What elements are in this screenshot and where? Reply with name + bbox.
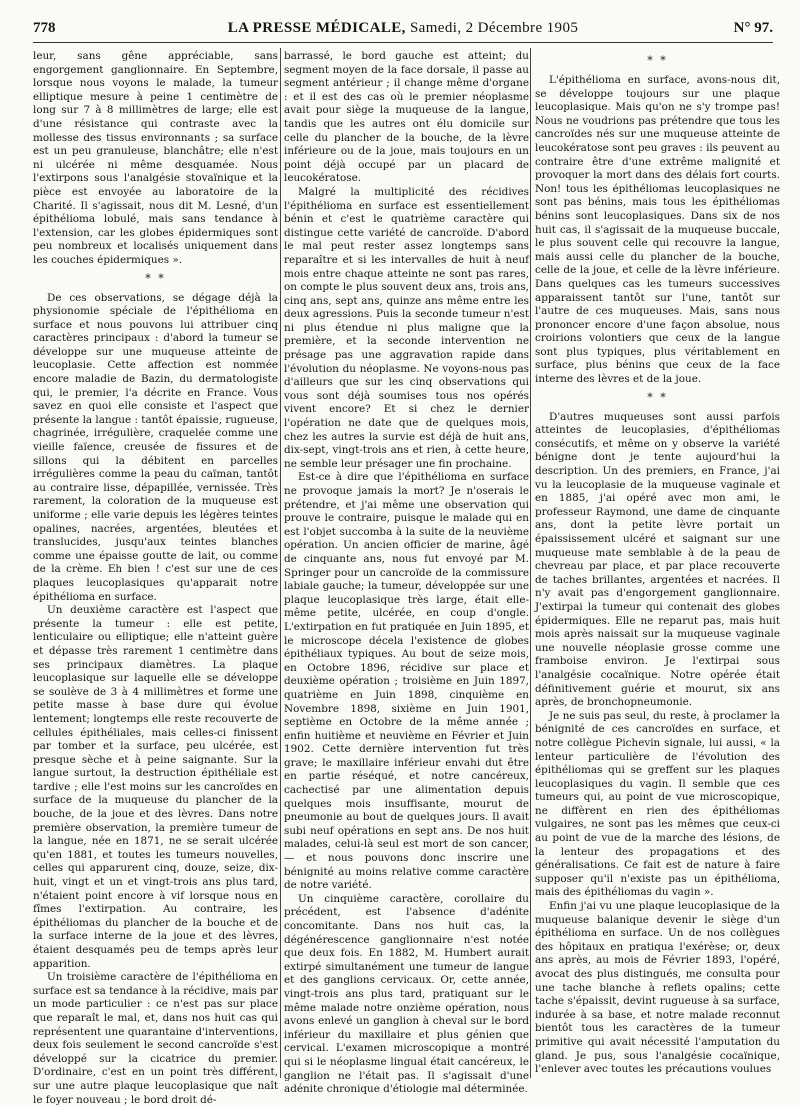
section-separator: * * [647, 390, 668, 404]
paragraph: Enfin j'ai vu une plaque leucoplasique de la muqueuse balanique devenir le siège d'un épithélioma en surface. Un de nos collègues des hôpitaux en pratiqua l'exérèse; or, deux ans après, au mois de Février 1893, l'opéré, avocat des plus distingués, me consulta pour une tache blanche à reflets opalins; cette tache s'épaissit, devint rugueuse à sa surface, indurée à sa base, et notre malade reconnut bientôt tous les caractères de la tumeur primitive qui avait nécessité l'amputation du gland. Je pus, sous l'analgésie cocaïnique, l'enlever avec toutes les précautions voulues [535, 900, 780, 1076]
paragraph: leur, sans gêne appréciable, sans engorgement ganglionnaire. En Septembre, lorsque nous voyons le malade, la tumeur elliptique mesure à peine 1 centimètre de long sur 7 à 8 millimètres de large; elle est d'une résistance qui contraste avec la mollesse des tissus environnants ; sa surface est un peu granuleuse, blanchâtre; elle n'est ni ulcérée ni même desquamée. Nous l'extirpons sous l'analgésie stovaïnique et la pièce est envoyée au laboratoire de la Charité. Il s'agissait, nous dit M. Lesné, d'un épithélioma lobulé, mais sans tendance à l'extension, car les globes épidermiques sont peu nombreux et localisés uniquement dans les couches épidermiques ». [33, 50, 278, 266]
paragraph: Est-ce à dire que l'épithélioma en surface ne provoque jamais la mort? Je n'oserais le prétendre, et j'ai même une observation qui prouve le contraire, puisque le malade qui en est l'objet succomba à la suite de la neuvième opération. Un ancien officier de marine, âgé de cinquante ans, nous fut envoyé par M. Springer pour un cancroïde de la commissure labiale gauche; la tumeur, développée sur une plaque leucoplasique très large, était elle-même petite, ulcérée, en coup d'ongle. L'extirpation en fut pratiquée en Juin 1895, et le microscope décela l'existence de globes épithéliaux typiques. Au bout de seize mois, en Octobre 1896, récidive sur place et deuxième opération ; troisième en Juin 1897, quatrième en Juin 1898, cinquième en Novembre 1898, sixième en Juin 1901, septième en Octobre de la même année ; enfin huitième et neuvième en Février et Juin 1902. Cette dernière intervention fut très grave; le maxillaire inférieur envahi dut être en partie réséqué, et notre cancéreux, cachectisé par une alimentation depuis quelques mois insuffisante, mourut de pneumonie au bout de quelques jours. Il avait subi neuf opérations en sept ans. De nos huit malades, celui-là seul est mort de son cancer, — et nous pouvons donc inscrire une bénignité au moins relative comme caractère de notre variété. [284, 471, 529, 892]
issue-number: N° 97. [733, 20, 773, 36]
page-header [33, 20, 773, 42]
paragraph: Un cinquième caractère, corollaire du précédent, est l'absence d'adénite concomitante. Dans nos huit cas, la dégénérescence ganglionnaire n'est notée que deux fois. En 1882, M. Humbert aurait extirpé simultanément une tumeur de langue et des ganglions cervicaux. Or, cette année, vingt-trois ans plus tard, pratiquant sur le même malade notre onzième opération, nous avons enlevé un ganglion à cheval sur le bord inférieur du maxillaire et plus génien que cervical. L'examen microscopique a montré qui si le néoplasme lingual était cancéreux, le ganglion ne l'était pas. Il s'agissait d'une adénite chronique d'étiologie mal déterminée. [284, 892, 529, 1096]
issue-date: Samedi, 2 Décembre 1905 [409, 20, 579, 36]
paragraph: Un deuxième caractère est l'aspect que présente la tumeur : elle est petite, lenticulaire ou elliptique; elle n'atteint guère et dépasse très rarement 1 centimètre dans ses principaux diamètres. La plaque leucoplasique sur laquelle elle se développe se soulève de 3 à 4 millimètres et forme une petite masse à base dure qui évolue lentement; longtemps elle reste recouverte de cellules épithéliales, mais celles-ci finissent par tomber et la surface, peu ulcérée, est presque sèche et à peine saignante. Sur la langue surtout, la destruction épithéliale est tardive ; elle l'est moins sur les cancroïdes en surface de la muqueuse du plancher de la bouche, de la joue et des lèvres. Dans notre première observation, la première tumeur de la langue, née en 1871, ne se serait ulcérée qu'en 1881, et toutes les tumeurs nouvelles, celles qui apparurent cinq, douze, seize, dix-huit, vingt et un et vingt-trois ans plus tard, n'étaient point encore à vif lorsque nous en fîmes l'extirpation. Au contraire, les épithéliomas du plancher de la bouche et de la surface interne de la joue et des lèvres, étaient desquamés peu de temps après leur apparition. [33, 604, 278, 970]
section-separator: * * [145, 271, 166, 285]
text-column-1 [33, 50, 278, 1106]
header-rule [33, 42, 773, 43]
column-divider [280, 48, 281, 1078]
paragraph: Malgré la multiplicité des récidives l'épithélioma en surface est essentiellement bénin et c'est le quatrième caractère qui distingue cette variété de cancroïde. D'abord le mal peut rester assez longtemps sans reparaître et si les intervalles de huit à neuf mois entre chaque atteinte ne sont pas rares, on compte le plus souvent deux ans, trois ans, cinq ans, sept ans, quinze ans même entre les deux agressions. Puis la seconde tumeur n'est ni plus étendue ni plus maligne que la première, et la seconde intervention ne présage pas une aggravation rapide dans l'évolution du néoplasme. Ne voyons-nous pas d'ailleurs que sur les cinq observations qui vous sont déjà soumises tous nos opérés vivent encore? Et si chez le dernier l'opération ne date que de quelques mois, chez les autres la survie est déjà de huit ans, dix-sept, vingt-trois ans et rien, à cette heure, ne semble leur présager une fin prochaine. [284, 185, 529, 470]
column-divider [530, 48, 531, 1078]
paragraph: D'autres muqueuses sont aussi parfois atteintes de leucoplasies, d'épithéliomas consécutifs, et même on y observe la variété bénigne dont je tente aujourd'hui la description. Un des premiers, en France, j'ai vu la leucoplasie de la muqueuse vaginale et en 1885, j'ai opéré avec mon ami, le professeur Raymond, une dame de cinquante ans, dont la petite lèvre portait un épaississement ulcéré et saignant sur une muqueuse mate semblable à de la peau de chevreau par place, et par place recouverte de taches brillantes, argentées et nacrées. Il n'y avait pas d'engorgement ganglionnaire. J'extirpai la tumeur qui contenait des globes épidermiques. Elle ne reparut pas, mais huit mois après naissait sur la muqueuse vaginale une nouvelle néoplasie grosse comme une framboise environ. Je l'extirpai sous l'analgésie cocaïnique. Notre opérée était définitivement guérie et mourut, six ans après, de bronchopneumonie. [535, 410, 780, 709]
page-number: 778 [33, 20, 56, 36]
journal-name: LA PRESSE MÉDICALE, [227, 20, 406, 36]
journal-title-line [33, 20, 773, 37]
paragraph: De ces observations, se dégage déjà la physionomie spéciale de l'épithélioma en surface et nous pouvons lui attribuer cinq caractères principaux : d'abord la tumeur se développe sur une muqueuse atteinte de leucoplasie. Cette affection est nommée encore maladie de Bazin, du dermatologiste qui, le premier, l'a décrite en France. Vous savez en quoi elle consiste et l'aspect que présente la langue : tantôt épaissie, rugueuse, chagrinée, irrégulière, craquelée comme une vieille faïence, creusée de fissures et de sillons qui la débitent en parcelles irrégulières comme la peau du caïman, tantôt au contraire lisse, dépapillée, vernissée. Très rarement, la coloration de la muqueuse est uniforme ; elle varie depuis les légères teintes opalines, nacrées, argentées, bleutées et translucides, jusqu'aux teintes blanches comme une épaisse goutte de lait, ou comme de la crème. Eh bien ! c'est sur une de ces plaques leucoplasiques qu'apparait notre épithélioma en surface. [33, 291, 278, 603]
paragraph: Je ne suis pas seul, du reste, à proclamer la bénignité de ces cancroïdes en surface, et notre collègue Pichevin signale, lui aussi, « la lenteur particulière de l'évolution des épithéliomas qui se greffent sur les plaques leucoplasiques du vagin. Il semble que ces tumeurs qui, au point de vue microscopique, ne diffèrent en rien des épithéliomas vulgaires, ne sont pas les mêmes que ceux-ci au point de vue de la marche des lésions, de la lenteur des propagations et des généralisations. Ce fait est de nature à faire supposer qu'il n'existe pas un épithélioma, mais des épithéliomas du vagin ». [535, 709, 780, 899]
paragraph: L'épithélioma en surface, avons-nous dit, se développe toujours sur une plaque leucoplasique. Mais qu'on ne s'y trompe pas! Nous ne voudrions pas prétendre que tous les cancroïdes nés sur une muqueuse atteinte de leucokératose sont peu graves : ils peuvent au contraire être d'une extrême malignité et provoquer la mort dans des délais fort courts. Non! tous les épithéliomas leucoplasiques ne sont pas bénins, mais tous les épithéliomas bénins sont leucoplasiques. Dans six de nos huit cas, il s'agissait de la muqueuse buccale, le plus souvent celle qui recouvre la langue, mais aussi celle du plancher de la bouche, celle de la joue, et celle de la lèvre inférieure. Dans quelques cas les tumeurs successives apparaissent tantôt sur l'une, tantôt sur l'autre de ces muqueuses. Mais, sans nous prononcer encore d'une façon absolue, nous croirions volontiers que ceux de la langue sont plus typiques, plus véritablement en surface, plus bénins que ceux de la face interne des lèvres et de la joue. [535, 74, 780, 386]
text-column-3 [535, 50, 780, 1078]
paragraph: barrassé, le bord gauche est atteint; du segment moyen de la face dorsale, il passe au segment antérieur ; il change même d'organe : et il est des cas où le premier néoplasme avait pour siège la muqueuse de la langue, tandis que les autres ont élu domicile sur celle du plancher de la bouche, de la lèvre inférieure ou de la joue, mais toujours en un point déjà occupé par un placard de leucokératose. [284, 50, 529, 185]
paragraph: Un troisième caractère de l'épithélioma en surface est sa tendance à la récidive, mais par un mode particulier : ce n'est pas sur place que reparaît le mal, et, dans nos huit cas qui représentent une quarantaine d'interventions, deux fois seulement le second cancroïde s'est développé sur la cicatrice du premier. D'ordinaire, c'est en un point très différent, sur une autre plaque leucoplasique que naît le foyer nouveau ; le bord droit dé- [33, 971, 278, 1106]
text-column-2 [284, 50, 529, 1096]
section-separator: * * [647, 54, 668, 67]
